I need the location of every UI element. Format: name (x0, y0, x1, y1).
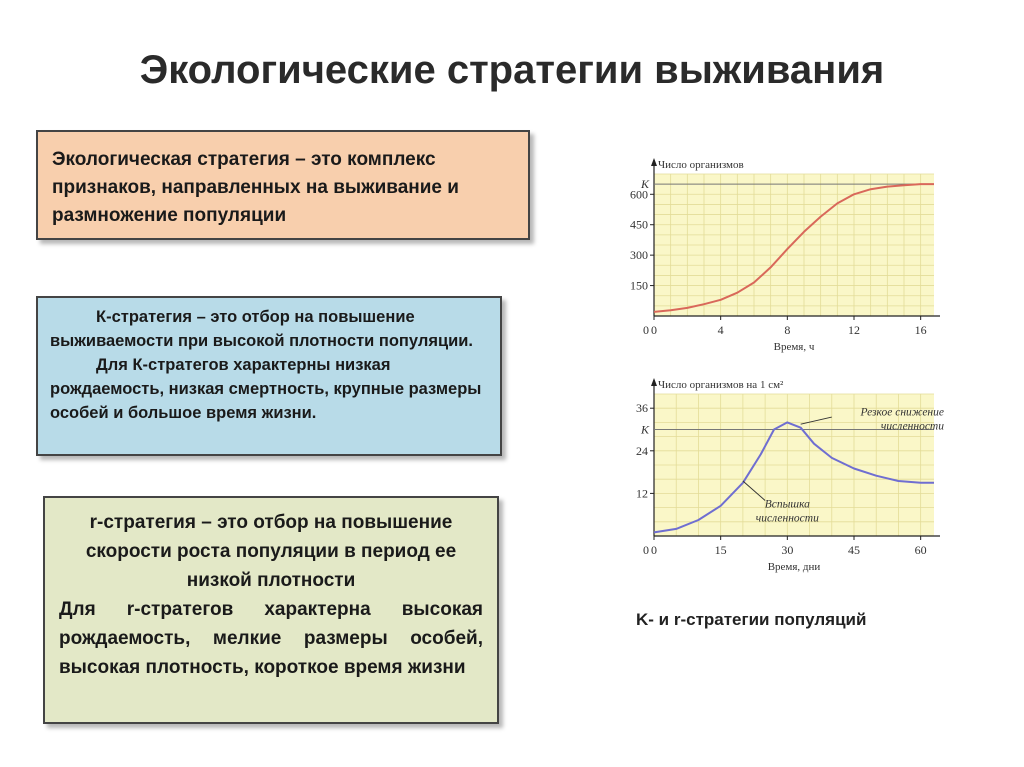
charts-caption: K- и r-стратегии популяций (636, 610, 867, 629)
annotation-bottom-line1: Вспышка (764, 498, 810, 511)
y-axis-label: Число организмов на 1 см² (658, 379, 784, 391)
r-strategy-box (43, 496, 499, 724)
x-tick-label: 45 (848, 543, 860, 557)
definition-box (36, 130, 530, 240)
k-label: K (640, 177, 649, 192)
annotation-bottom-line2: численности (755, 512, 819, 525)
y-axis-label: Число организмов (658, 159, 744, 171)
x-axis-label: Время, дни (767, 561, 821, 573)
annotation-top-line1: Резкое снижение (860, 406, 944, 419)
y-axis-arrow (651, 378, 657, 386)
x-tick-label: 12 (848, 323, 860, 337)
x-tick-label: 0 (651, 323, 657, 337)
origin-label: 0 (643, 543, 649, 557)
r-strategy-definition: r-стратегия – это отбор на повышение скорости роста популяции в период ее низкой плотности (85, 512, 457, 591)
y-tick-label: 36 (636, 401, 648, 416)
y-tick-label: 12 (636, 486, 648, 501)
k-label: K (640, 422, 649, 437)
x-tick-label: 60 (914, 543, 927, 557)
x-tick-label: 30 (781, 543, 794, 557)
y-tick-label: 24 (636, 443, 648, 458)
y-tick-label: 150 (630, 278, 648, 293)
r-strategy-traits: Для r-стратегов характерна высокая рождаемость, мелкие размеры особей, высокая плотность, короткое время жизни (59, 599, 483, 678)
x-tick-label: 15 (714, 543, 727, 557)
y-tick-label: 600 (630, 187, 648, 202)
y-tick-label: 450 (630, 217, 648, 232)
x-tick-label: 4 (717, 323, 724, 337)
y-tick-label: 300 (630, 248, 648, 263)
k-strategy-definition: К-стратегия – это отбор на повышение выживаемости при высокой плотности популяции. (50, 308, 473, 350)
x-tick-label: 0 (651, 543, 657, 557)
x-tick-label: 16 (914, 323, 927, 337)
y-axis-arrow (651, 158, 657, 166)
k-strategy-traits: Для К-стратегов характерны низкая рождаемость, низкая смертность, крупные размеры особей и большое время жизни. (50, 356, 482, 422)
r-growth-chart (610, 372, 960, 587)
x-axis-label: Время, ч (773, 341, 815, 353)
page-title: Экологические стратегии выживания (139, 48, 885, 92)
k-growth-chart (610, 152, 960, 367)
definition-text: Экологическая стратегия – это комплекс признаков, направленных на выживание и размножение популяции (52, 149, 459, 226)
k-strategy-box (36, 296, 502, 456)
annotation-top-line2: численности (880, 420, 944, 433)
origin-label: 0 (643, 323, 649, 337)
x-tick-label: 8 (784, 323, 791, 337)
